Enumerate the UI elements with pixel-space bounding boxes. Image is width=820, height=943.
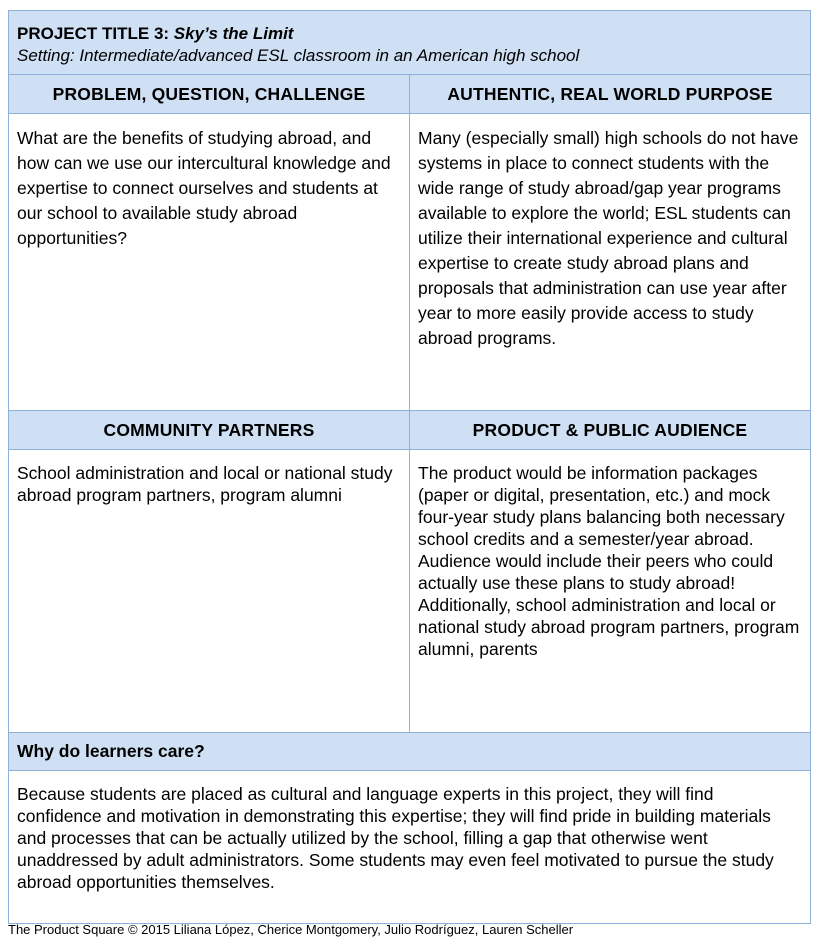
body-row-1 bbox=[9, 113, 810, 410]
product-text: The product would be information packages (paper or digital, presentation, etc.) and mock four-year study plans balancing both necessary school credits and a semester/year abroad. Audience would include their peers who could actually use these plans to study abroad! Additionally, school administration and local or national study abroad program partners, program alumni, parents bbox=[418, 463, 800, 659]
project-sheet bbox=[8, 10, 811, 924]
project-setting: Setting: Intermediate/advanced ESL classroom in an American high school bbox=[17, 46, 580, 65]
project-title-block bbox=[9, 11, 810, 74]
purpose-text: Many (especially small) high schools do not have systems in place to connect students with the wide range of study abroad/gap year programs available to explore the world; ESL students can utilize their international experience and cultural expertise to create study abroad plans and proposals that administration can use year after year to more easily provide access to study abroad programs. bbox=[418, 128, 799, 348]
project-title-prefix: PROJECT TITLE 3: bbox=[17, 24, 174, 43]
project-title-name: Sky’s the Limit bbox=[173, 24, 294, 43]
header-row-2 bbox=[9, 410, 810, 449]
purpose-heading: AUTHENTIC, REAL WORLD PURPOSE bbox=[447, 83, 773, 104]
project-title bbox=[17, 23, 802, 45]
product-heading: PRODUCT & PUBLIC AUDIENCE bbox=[472, 419, 748, 440]
why-text: Because students are placed as cultural and language experts in this project, they will find confidence and motivation in demonstrating this expertise; they will find pride in building materials and processes that can be actually utilized by the school, filling a gap that otherwise went unaddressed by adult administrators. Some students may even feel motivated to pursue the study abroad opportunities themselves. bbox=[9, 770, 810, 923]
body-row-2 bbox=[9, 449, 810, 732]
why-heading: Why do learners care? bbox=[9, 732, 810, 770]
partners-heading: COMMUNITY PARTNERS bbox=[9, 411, 410, 449]
copyright-footer: The Product Square © 2015 Liliana López, Cherice Montgomery, Julio Rodríguez, Lauren Scheller bbox=[8, 922, 574, 937]
header-row-1 bbox=[9, 74, 810, 113]
problem-text: What are the benefits of studying abroad, and how can we use our intercultural knowledge and expertise to connect ourselves and students at our school to available study abroad opportunities? bbox=[9, 114, 410, 410]
problem-heading: PROBLEM, QUESTION, CHALLENGE bbox=[9, 75, 410, 113]
partners-text: School administration and local or national study abroad program partners, program alumni bbox=[9, 450, 410, 732]
